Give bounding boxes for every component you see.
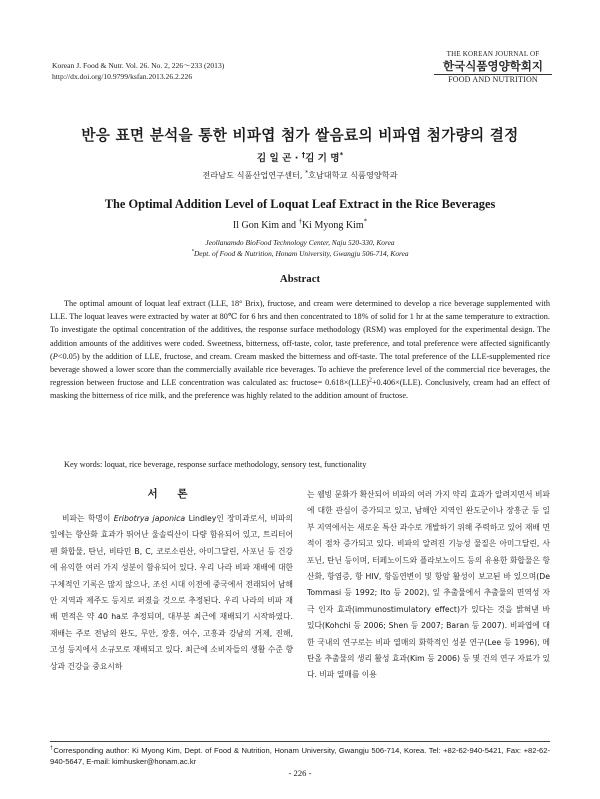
- citation-line: Korean J. Food & Nutr. Vol. 26. No. 2, 226～233 (2013): [52, 61, 225, 70]
- affiliation-mark: *: [191, 248, 194, 255]
- corresponding-mark: †: [298, 217, 302, 226]
- author-2: 김 기 명: [305, 153, 340, 164]
- intro-text-1: 비파는 학명이: [62, 514, 114, 523]
- affiliation-1: Jeollanamdo BioFood Technology Center, Naju 520-330, Korea: [205, 238, 395, 247]
- author-separator: ·: [291, 153, 302, 164]
- abstract-body: [50, 297, 550, 403]
- affiliation-mark: *: [305, 170, 308, 177]
- p-value-symbol: P: [52, 351, 58, 361]
- authors-korean: [0, 150, 600, 164]
- keywords: Key words: loquat, rice beverage, response surface methodology, sensory test, functionality: [64, 460, 367, 469]
- journal-logo: [434, 50, 552, 85]
- corresponding-mark: †: [301, 150, 306, 159]
- page-number: - 226 -: [288, 768, 312, 778]
- corresponding-mark: †: [50, 745, 54, 752]
- affiliation-mark: *: [363, 217, 368, 226]
- footnote-divider: [50, 741, 550, 742]
- section-heading-introduction: 서 론: [147, 488, 196, 500]
- author-1: Il Gon Kim and: [232, 220, 299, 231]
- affiliation-mark: *: [339, 150, 344, 159]
- body-column-left: [50, 487, 293, 675]
- abstract-text-1: The optimal amount of loquat leaf extract (LLE, 18° Brix), fructose, and cream were determined to develop a rice beverage supplemented with LLE. The loquat leaves were extracted by water at 80℃ for 6 hrs and then concentrated to 18% of solid for 1 hr at the same temperature to extraction. To investigate the optimal concentration of the additives, the response surface methodology (RSM) was employed for the experimental design. The addition amounts of the additives were coded. Sweetness, bitterness, off-taste, color, taste preference, and total preference were affected significantly (: [50, 299, 550, 361]
- author-2: Ki Myong Kim: [301, 220, 364, 231]
- author-1: 김 일 곤: [256, 153, 292, 164]
- affiliation-1: 전라남도 식품산업연구센터,: [202, 170, 306, 180]
- abstract-heading: Abstract: [279, 273, 321, 285]
- citation-header: [52, 60, 224, 82]
- exponent: 2: [368, 377, 372, 384]
- affiliations-english: [0, 237, 600, 259]
- scientific-name: Eribotrya japonica: [113, 514, 186, 523]
- journal-name-ko: 한국식품영양학회지: [434, 59, 552, 75]
- intro-paragraph-left: [50, 511, 293, 675]
- journal-name-en: THE KOREAN JOURNAL OF: [446, 50, 540, 58]
- title-korean: 반응 표면 분석을 통한 비파엽 첨가 쌀음료의 비파엽 첨가량의 결정: [81, 127, 519, 144]
- doi-link[interactable]: http://dx.doi.org/10.9799/ksfan.2013.26.2.226: [52, 72, 193, 81]
- intro-text-2: Lindley인 장미과로서, 비파의 잎에는 향산화 효과가 뛰어난 울솔릭산이 다량 함유되어 있고, 트리터어펜 화합물, 탄닌, 비타민 B, C, 코로소린산, 아미그달린, 사포닌 등 건강에 유익한 여러 가지 성분이 함유되어 있다. 우리 나라 비파 재배에 대한 구체적인 기록은 많지 않으나, 조선 시대 이전에 중국에서 전래되어 남해안 지역과 제주도 등지로 퍼졌을 것으로 추정된다. 우리 나라의 비파 재배 면적은 약 40 ha로 추정되며, 대부분 최근에 재배되기 시작하였다. 재배는 주로 전남의 완도, 무안, 장흥, 여수, 고흥과 강남의 거제, 진해, 고성 등지에서 소규모로 재배되고 있다. 최근에 소비자들의 생활 수준 향상과 건강을 중요시하: [50, 514, 293, 671]
- journal-subtitle: FOOD AND NUTRITION: [448, 75, 538, 84]
- abstract-text-3: +0.406×(LLE). Conclusively, cream had an effect of masking the bitterness of rice milk, and the preference was highly related to the addition amount of fructose.: [50, 378, 550, 401]
- body-column-right: [307, 487, 550, 684]
- affiliation-2: 호남대학교 식품영양학과: [307, 170, 398, 180]
- intro-paragraph-right: 는 웰빙 문화가 확산되어 비파의 여러 가지 약리 효과가 알려지면서 비파에 대한 관심이 증가되고 있고, 남해안 지역인 완도군이나 장흥군 등 일부 지역에서는 새로운 특산 과수로 개발하기 위해 주력하고 있어 재배 면적이 점차 증가되고 있다. 비파의 알려진 기능성 물질은 아미그달린, 사포닌, 탄닌 등이며, 터페노이드와 플라보노이드 등의 유용한 화합물은 항산화, 항염증, 항 HIV, 항돌연변이 및 항암 활성이 보고된 바 있으며(De Tommasi 등 1992; Ito 등 2002), 잎 추출물에서 추출물의 면역성 자극 인자 효과(immunostimulatory effect)가 있다는 것을 밝혀낸 바 있다(Kohchi 등 2006; Shen 등 2007; Baran 등 2007). 비파엽에 대한 국내의 연구로는 비파 열매의 화학적인 성분 연구(Lee 등 1996), 메탄올 추출물의 생리 활성 효과(Kim 등 2006) 등 몇 건의 연구 자료가 있다. 비파 열매를 이용: [307, 490, 550, 680]
- affiliation-2: Dept. of Food & Nutrition, Honam University, Gwangju 506-714, Korea: [193, 249, 409, 258]
- corresponding-author-footnote: [50, 745, 550, 768]
- footnote-text: Corresponding author: Ki Myong Kim, Dept. of Food & Nutrition, Honam University, Gwangju 506-714, Korea. Tel: +82-62-940-5421, Fax: +82-62-940-5647, E-mail: kimhusker@honam.ac.kr: [50, 746, 550, 767]
- title-english: The Optimal Addition Level of Loquat Leaf Extract in the Rice Beverages: [104, 197, 496, 211]
- affiliations-korean: [0, 170, 600, 181]
- authors-english: [0, 217, 600, 231]
- abstract-text-2: <0.05) by the addition of LLE, fructose, and cream. Cream masked the bitterness and off-taste. The total preference of the LLE-supplemented rice beverage showed a lower score than the commercially available rice beverages. To achieve the preference level of the commercial rice beverages, the regression between fructose and LLE concentration was calculated as: fructose= 0.618×(LLE): [50, 351, 550, 388]
- affiliation-2-row: [0, 248, 600, 259]
